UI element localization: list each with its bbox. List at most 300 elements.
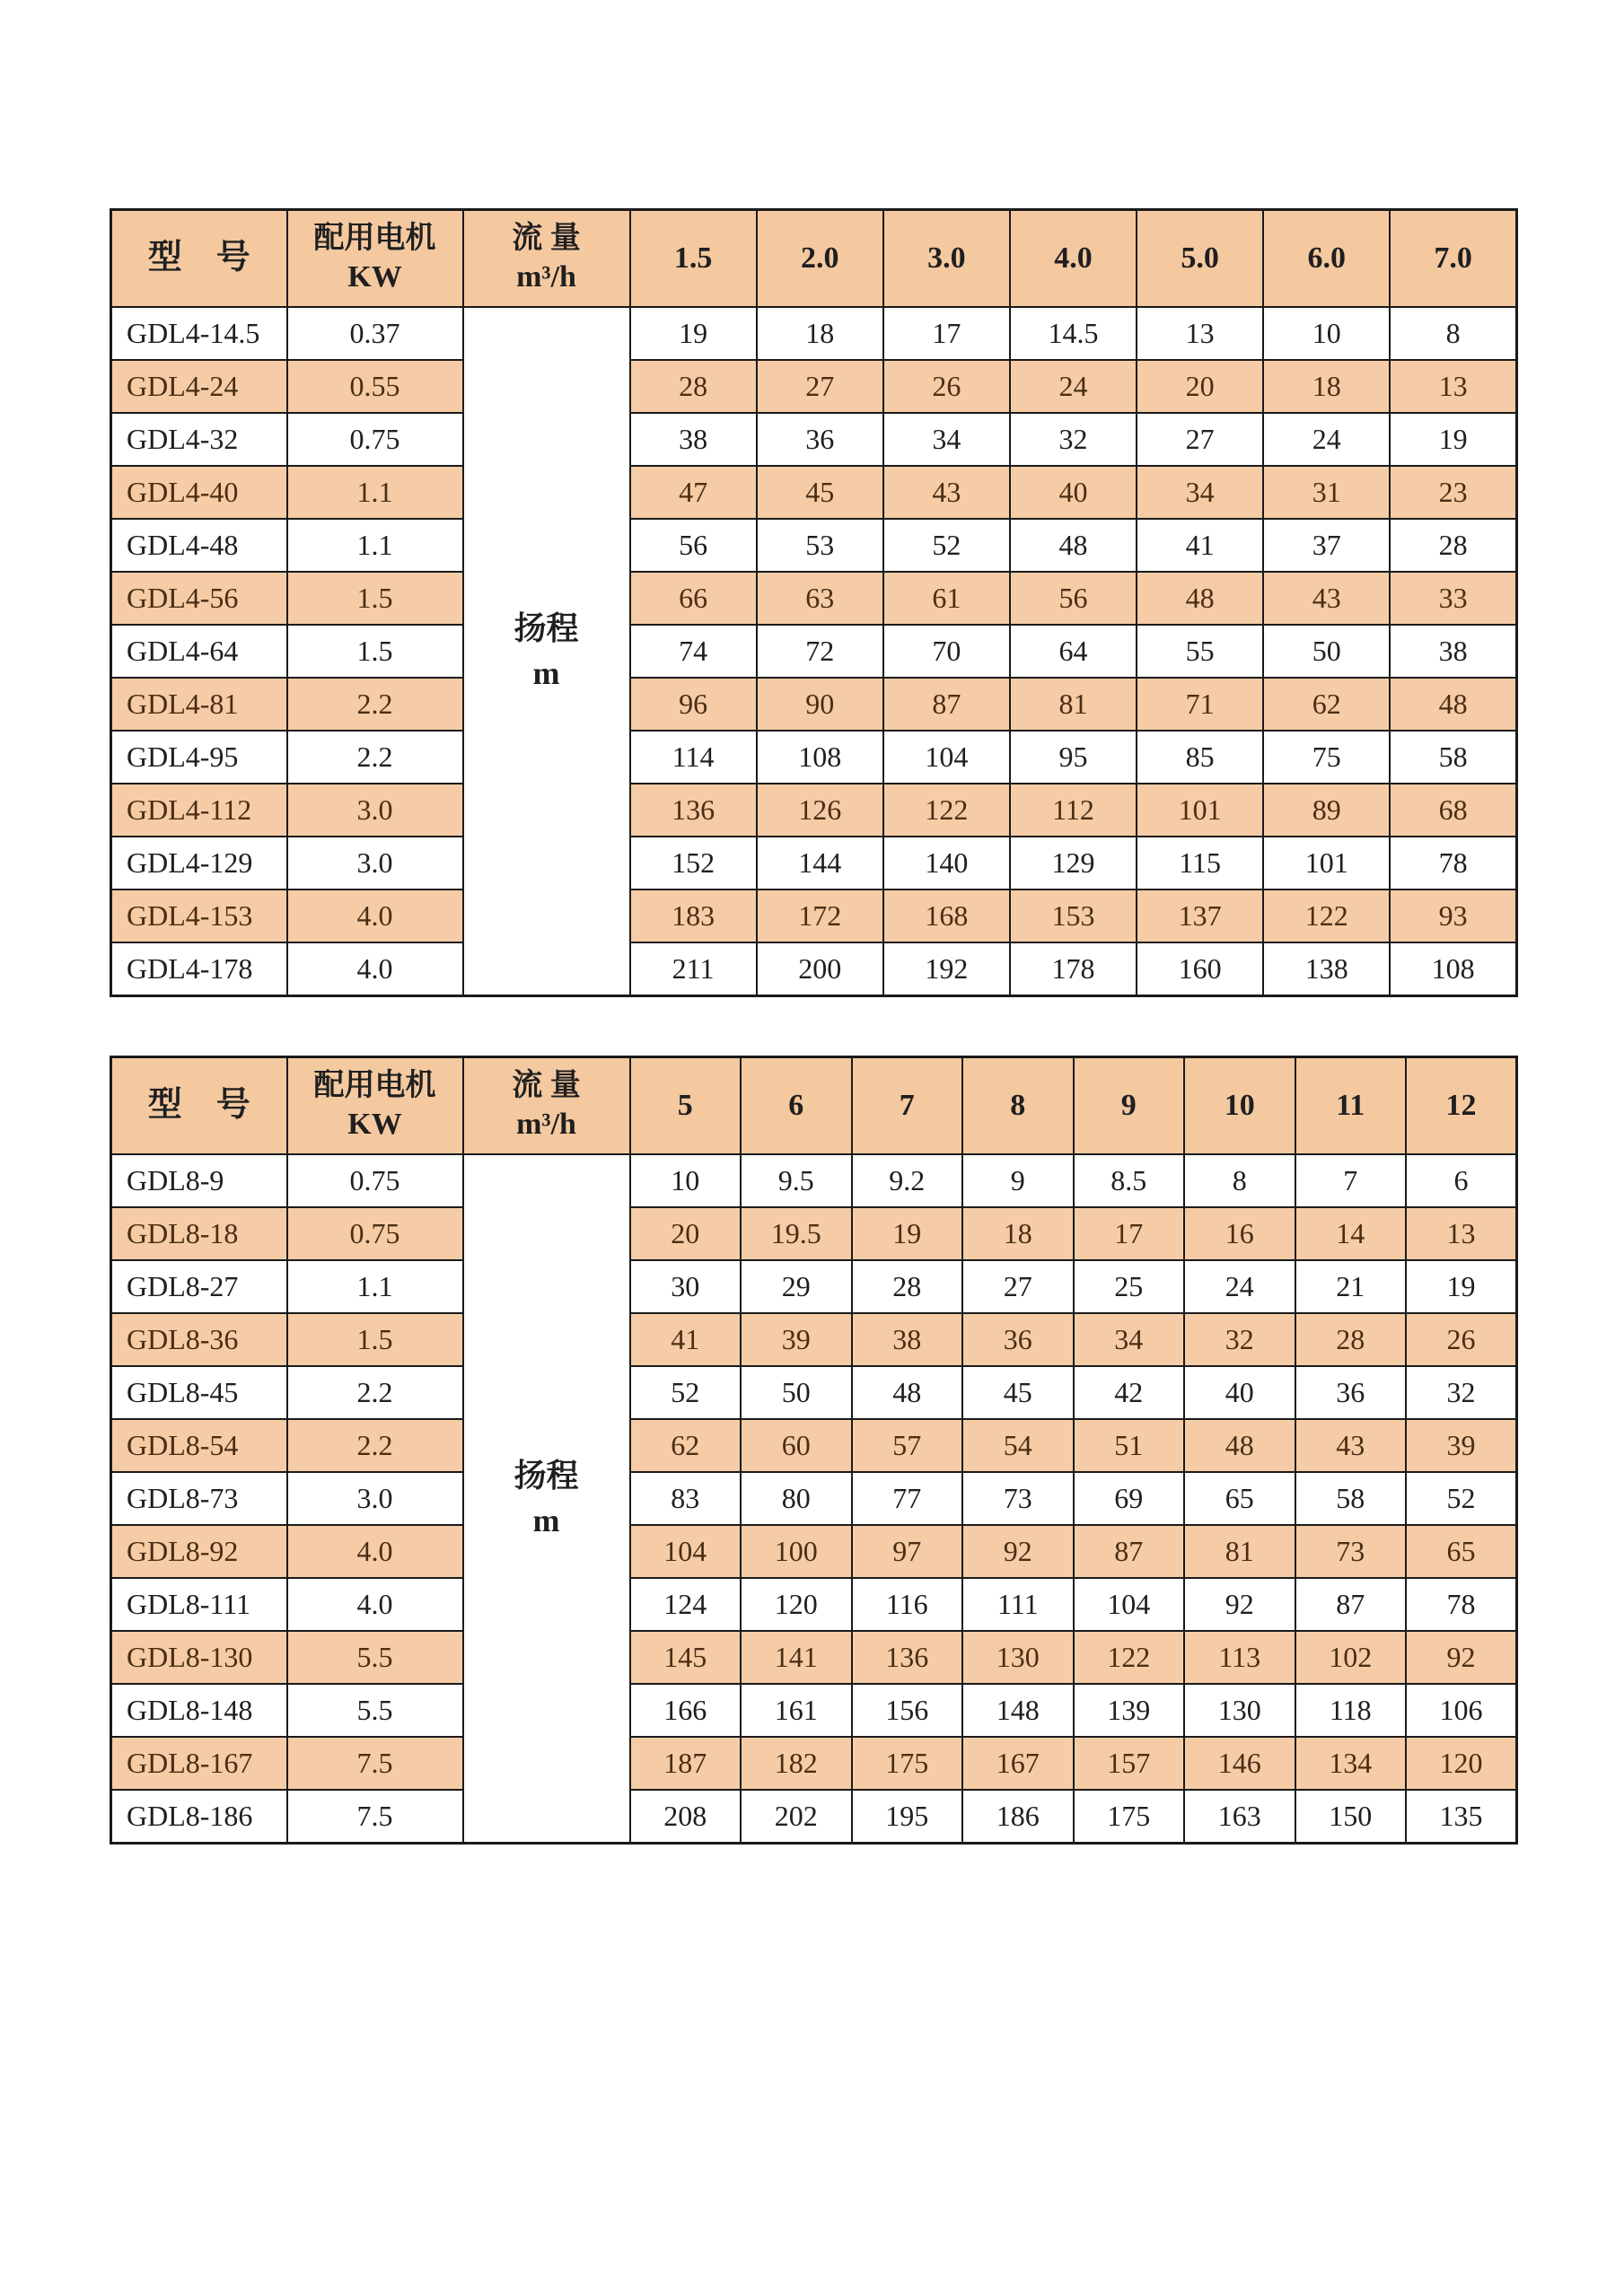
head-value-cell: 161 <box>741 1684 852 1737</box>
head-value-cell: 167 <box>962 1737 1074 1790</box>
head-value-cell: 52 <box>883 519 1010 572</box>
head-value-cell: 104 <box>630 1525 742 1578</box>
table-row <box>111 307 1517 360</box>
head-value-cell: 8 <box>1390 307 1516 360</box>
head-value-cell: 10 <box>630 1154 742 1207</box>
model-cell: GDL8-18 <box>111 1207 287 1260</box>
motor-kw-cell: 0.75 <box>287 413 463 466</box>
head-value-cell: 62 <box>630 1419 742 1472</box>
table-row <box>111 1472 1517 1525</box>
head-value-cell: 48 <box>1184 1419 1295 1472</box>
model-cell: GDL8-27 <box>111 1260 287 1313</box>
head-value-cell: 48 <box>1137 572 1263 625</box>
head-value-cell: 156 <box>852 1684 963 1737</box>
head-value-cell: 74 <box>630 625 757 678</box>
head-value-cell: 136 <box>630 784 757 837</box>
head-value-cell: 195 <box>852 1790 963 1844</box>
model-cell: GDL4-48 <box>111 519 287 572</box>
table-row <box>111 519 1517 572</box>
model-cell: GDL4-81 <box>111 678 287 731</box>
head-value-cell: 56 <box>630 519 757 572</box>
head-value-cell: 55 <box>1137 625 1263 678</box>
head-value-cell: 75 <box>1263 731 1390 784</box>
head-value-cell: 130 <box>1184 1684 1295 1737</box>
head-value-cell: 68 <box>1390 784 1516 837</box>
motor-kw-cell: 1.1 <box>287 1260 463 1313</box>
motor-power-column-header: 配用电机 KW <box>287 210 463 307</box>
head-value-cell: 64 <box>1010 625 1137 678</box>
head-value-cell: 108 <box>1390 942 1516 996</box>
motor-kw-cell: 0.37 <box>287 307 463 360</box>
head-value-cell: 50 <box>1263 625 1390 678</box>
table-row <box>111 1366 1517 1419</box>
head-value-cell: 192 <box>883 942 1010 996</box>
model-cell: GDL8-73 <box>111 1472 287 1525</box>
head-value-cell: 95 <box>1010 731 1137 784</box>
motor-kw-cell: 0.75 <box>287 1207 463 1260</box>
head-value-cell: 145 <box>630 1631 742 1684</box>
head-value-cell: 72 <box>757 625 883 678</box>
head-value-cell: 47 <box>630 466 757 519</box>
table-row <box>111 1631 1517 1684</box>
head-value-cell: 90 <box>757 678 883 731</box>
model-cell: GDL8-111 <box>111 1578 287 1631</box>
head-value-cell: 129 <box>1010 837 1137 889</box>
motor-kw-cell: 0.55 <box>287 360 463 413</box>
table-row <box>111 1578 1517 1631</box>
head-value-cell: 26 <box>883 360 1010 413</box>
head-value-cell: 186 <box>962 1790 1074 1844</box>
head-value-cell: 14.5 <box>1010 307 1137 360</box>
head-value-cell: 37 <box>1263 519 1390 572</box>
table-row <box>111 466 1517 519</box>
head-value-cell: 36 <box>757 413 883 466</box>
head-value-cell: 45 <box>757 466 883 519</box>
head-value-cell: 58 <box>1390 731 1516 784</box>
model-cell: GDL8-54 <box>111 1419 287 1472</box>
head-value-cell: 9 <box>962 1154 1074 1207</box>
head-value-cell: 87 <box>883 678 1010 731</box>
head-value-cell: 57 <box>852 1419 963 1472</box>
head-value-cell: 32 <box>1010 413 1137 466</box>
head-value-cell: 52 <box>1406 1472 1517 1525</box>
head-value-cell: 61 <box>883 572 1010 625</box>
head-value-cell: 26 <box>1406 1313 1517 1366</box>
head-value-cell: 38 <box>1390 625 1516 678</box>
head-value-cell: 39 <box>1406 1419 1517 1472</box>
motor-kw-cell: 4.0 <box>287 889 463 942</box>
flow-value-column-header: 12 <box>1406 1057 1517 1154</box>
head-value-cell: 18 <box>1263 360 1390 413</box>
head-value-cell: 9.5 <box>741 1154 852 1207</box>
head-value-cell: 50 <box>741 1366 852 1419</box>
head-value-cell: 18 <box>962 1207 1074 1260</box>
head-value-cell: 13 <box>1137 307 1263 360</box>
flow-value-column-header: 3.0 <box>883 210 1010 307</box>
head-value-cell: 104 <box>1074 1578 1185 1631</box>
head-value-cell: 28 <box>852 1260 963 1313</box>
model-cell: GDL8-45 <box>111 1366 287 1419</box>
head-value-cell: 32 <box>1406 1366 1517 1419</box>
head-value-cell: 48 <box>1010 519 1137 572</box>
head-value-cell: 10 <box>1263 307 1390 360</box>
head-value-cell: 9.2 <box>852 1154 963 1207</box>
head-value-cell: 58 <box>1295 1472 1407 1525</box>
table-row <box>111 413 1517 466</box>
head-value-cell: 115 <box>1137 837 1263 889</box>
head-value-cell: 13 <box>1390 360 1516 413</box>
table-row <box>111 784 1517 837</box>
head-value-cell: 134 <box>1295 1737 1407 1790</box>
head-value-cell: 32 <box>1184 1313 1295 1366</box>
model-cell: GDL4-64 <box>111 625 287 678</box>
model-column-header: 型 号 <box>111 210 287 307</box>
head-value-cell: 178 <box>1010 942 1137 996</box>
motor-kw-cell: 7.5 <box>287 1737 463 1790</box>
head-value-cell: 30 <box>630 1260 742 1313</box>
model-cell: GDL8-9 <box>111 1154 287 1207</box>
head-value-cell: 135 <box>1406 1790 1517 1844</box>
head-value-cell: 19 <box>852 1207 963 1260</box>
head-value-cell: 6 <box>1406 1154 1517 1207</box>
head-value-cell: 87 <box>1295 1578 1407 1631</box>
flow-value-column-header: 7 <box>852 1057 963 1154</box>
table-row <box>111 1207 1517 1260</box>
lift-head-merged-cell: 扬程 m <box>463 1154 630 1844</box>
head-value-cell: 48 <box>852 1366 963 1419</box>
flow-rate-column-header: 流 量 m³/h <box>463 210 630 307</box>
table-row <box>111 1419 1517 1472</box>
head-value-cell: 146 <box>1184 1737 1295 1790</box>
head-value-cell: 83 <box>630 1472 742 1525</box>
head-value-cell: 126 <box>757 784 883 837</box>
model-cell: GDL4-95 <box>111 731 287 784</box>
model-cell: GDL8-167 <box>111 1737 287 1790</box>
head-value-cell: 113 <box>1184 1631 1295 1684</box>
head-value-cell: 20 <box>1137 360 1263 413</box>
head-value-cell: 187 <box>630 1737 742 1790</box>
head-value-cell: 144 <box>757 837 883 889</box>
head-value-cell: 73 <box>1295 1525 1407 1578</box>
head-value-cell: 43 <box>1295 1419 1407 1472</box>
head-value-cell: 19 <box>630 307 757 360</box>
table-row <box>111 1525 1517 1578</box>
head-value-cell: 34 <box>883 413 1010 466</box>
head-value-cell: 182 <box>741 1737 852 1790</box>
head-value-cell: 48 <box>1390 678 1516 731</box>
head-value-cell: 122 <box>1074 1631 1185 1684</box>
table-row <box>111 1313 1517 1366</box>
head-value-cell: 112 <box>1010 784 1137 837</box>
head-value-cell: 87 <box>1074 1525 1185 1578</box>
flow-value-column-header: 10 <box>1184 1057 1295 1154</box>
head-value-cell: 33 <box>1390 572 1516 625</box>
head-value-cell: 17 <box>883 307 1010 360</box>
head-value-cell: 150 <box>1295 1790 1407 1844</box>
head-value-cell: 81 <box>1010 678 1137 731</box>
head-value-cell: 137 <box>1137 889 1263 942</box>
head-value-cell: 71 <box>1137 678 1263 731</box>
table-row <box>111 731 1517 784</box>
head-value-cell: 43 <box>1263 572 1390 625</box>
motor-kw-cell: 0.75 <box>287 1154 463 1207</box>
head-value-cell: 40 <box>1010 466 1137 519</box>
table-row <box>111 837 1517 889</box>
head-value-cell: 60 <box>741 1419 852 1472</box>
table-row <box>111 942 1517 996</box>
motor-kw-cell: 1.5 <box>287 1313 463 1366</box>
pump-spec-table-gdl8 <box>110 1056 1518 1845</box>
flow-value-column-header: 6.0 <box>1263 210 1390 307</box>
head-value-cell: 108 <box>757 731 883 784</box>
head-value-cell: 208 <box>630 1790 742 1844</box>
head-value-cell: 27 <box>962 1260 1074 1313</box>
model-cell: GDL4-14.5 <box>111 307 287 360</box>
head-value-cell: 24 <box>1010 360 1137 413</box>
head-value-cell: 38 <box>852 1313 963 1366</box>
motor-kw-cell: 3.0 <box>287 784 463 837</box>
head-value-cell: 111 <box>962 1578 1074 1631</box>
head-value-cell: 153 <box>1010 889 1137 942</box>
head-value-cell: 45 <box>962 1366 1074 1419</box>
model-cell: GDL4-129 <box>111 837 287 889</box>
table-row <box>111 1684 1517 1737</box>
head-value-cell: 7 <box>1295 1154 1407 1207</box>
head-value-cell: 139 <box>1074 1684 1185 1737</box>
flow-rate-column-header: 流 量 m³/h <box>463 1057 630 1154</box>
table-header-row <box>111 210 1517 307</box>
head-value-cell: 42 <box>1074 1366 1185 1419</box>
head-value-cell: 66 <box>630 572 757 625</box>
model-cell: GDL4-32 <box>111 413 287 466</box>
head-value-cell: 166 <box>630 1684 742 1737</box>
motor-kw-cell: 5.5 <box>287 1684 463 1737</box>
flow-value-column-header: 7.0 <box>1390 210 1516 307</box>
pump-spec-table-gdl4 <box>110 208 1518 997</box>
head-value-cell: 52 <box>630 1366 742 1419</box>
head-value-cell: 24 <box>1184 1260 1295 1313</box>
head-value-cell: 172 <box>757 889 883 942</box>
head-value-cell: 54 <box>962 1419 1074 1472</box>
head-value-cell: 141 <box>741 1631 852 1684</box>
head-value-cell: 106 <box>1406 1684 1517 1737</box>
head-value-cell: 138 <box>1263 942 1390 996</box>
motor-kw-cell: 1.1 <box>287 519 463 572</box>
head-value-cell: 65 <box>1184 1472 1295 1525</box>
motor-kw-cell: 4.0 <box>287 1525 463 1578</box>
table-row <box>111 360 1517 413</box>
head-value-cell: 78 <box>1406 1578 1517 1631</box>
head-value-cell: 92 <box>1184 1578 1295 1631</box>
flow-value-column-header: 9 <box>1074 1057 1185 1154</box>
head-value-cell: 28 <box>1390 519 1516 572</box>
head-value-cell: 41 <box>1137 519 1263 572</box>
head-value-cell: 77 <box>852 1472 963 1525</box>
head-value-cell: 36 <box>1295 1366 1407 1419</box>
head-value-cell: 175 <box>852 1737 963 1790</box>
motor-kw-cell: 1.5 <box>287 572 463 625</box>
head-value-cell: 148 <box>962 1684 1074 1737</box>
motor-kw-cell: 4.0 <box>287 1578 463 1631</box>
head-value-cell: 53 <box>757 519 883 572</box>
head-value-cell: 34 <box>1137 466 1263 519</box>
head-value-cell: 43 <box>883 466 1010 519</box>
head-value-cell: 200 <box>757 942 883 996</box>
head-value-cell: 122 <box>883 784 1010 837</box>
motor-kw-cell: 3.0 <box>287 1472 463 1525</box>
flow-value-column-header: 1.5 <box>630 210 757 307</box>
motor-kw-cell: 5.5 <box>287 1631 463 1684</box>
model-cell: GDL4-56 <box>111 572 287 625</box>
head-value-cell: 116 <box>852 1578 963 1631</box>
flow-value-column-header: 5.0 <box>1137 210 1263 307</box>
head-value-cell: 34 <box>1074 1313 1185 1366</box>
head-value-cell: 25 <box>1074 1260 1185 1313</box>
head-value-cell: 18 <box>757 307 883 360</box>
head-value-cell: 31 <box>1263 466 1390 519</box>
model-cell: GDL8-92 <box>111 1525 287 1578</box>
lift-head-merged-cell: 扬程 m <box>463 307 630 996</box>
head-value-cell: 100 <box>741 1525 852 1578</box>
table-row <box>111 1737 1517 1790</box>
table-row <box>111 1154 1517 1207</box>
head-value-cell: 114 <box>630 731 757 784</box>
head-value-cell: 39 <box>741 1313 852 1366</box>
head-value-cell: 96 <box>630 678 757 731</box>
table-row <box>111 625 1517 678</box>
head-value-cell: 69 <box>1074 1472 1185 1525</box>
table-row <box>111 572 1517 625</box>
head-value-cell: 70 <box>883 625 1010 678</box>
model-column-header: 型 号 <box>111 1057 287 1154</box>
head-value-cell: 157 <box>1074 1737 1185 1790</box>
head-value-cell: 102 <box>1295 1631 1407 1684</box>
head-value-cell: 168 <box>883 889 1010 942</box>
model-cell: GDL4-40 <box>111 466 287 519</box>
head-value-cell: 28 <box>1295 1313 1407 1366</box>
table-header-row <box>111 1057 1517 1154</box>
head-value-cell: 14 <box>1295 1207 1407 1260</box>
motor-kw-cell: 2.2 <box>287 731 463 784</box>
motor-kw-cell: 1.1 <box>287 466 463 519</box>
motor-kw-cell: 2.2 <box>287 1419 463 1472</box>
head-value-cell: 120 <box>1406 1737 1517 1790</box>
table-row <box>111 678 1517 731</box>
head-value-cell: 78 <box>1390 837 1516 889</box>
head-value-cell: 211 <box>630 942 757 996</box>
head-value-cell: 8.5 <box>1074 1154 1185 1207</box>
head-value-cell: 136 <box>852 1631 963 1684</box>
head-value-cell: 122 <box>1263 889 1390 942</box>
head-value-cell: 27 <box>1137 413 1263 466</box>
model-cell: GDL8-130 <box>111 1631 287 1684</box>
table-row <box>111 889 1517 942</box>
head-value-cell: 29 <box>741 1260 852 1313</box>
head-value-cell: 124 <box>630 1578 742 1631</box>
head-value-cell: 81 <box>1184 1525 1295 1578</box>
table-row <box>111 1790 1517 1844</box>
motor-power-column-header: 配用电机 KW <box>287 1057 463 1154</box>
head-value-cell: 183 <box>630 889 757 942</box>
head-value-cell: 51 <box>1074 1419 1185 1472</box>
head-value-cell: 17 <box>1074 1207 1185 1260</box>
head-value-cell: 140 <box>883 837 1010 889</box>
head-value-cell: 89 <box>1263 784 1390 837</box>
head-value-cell: 40 <box>1184 1366 1295 1419</box>
head-value-cell: 130 <box>962 1631 1074 1684</box>
motor-kw-cell: 1.5 <box>287 625 463 678</box>
head-value-cell: 163 <box>1184 1790 1295 1844</box>
head-value-cell: 175 <box>1074 1790 1185 1844</box>
flow-value-column-header: 8 <box>962 1057 1074 1154</box>
head-value-cell: 8 <box>1184 1154 1295 1207</box>
model-cell: GDL8-186 <box>111 1790 287 1844</box>
head-value-cell: 202 <box>741 1790 852 1844</box>
motor-kw-cell: 7.5 <box>287 1790 463 1844</box>
head-value-cell: 73 <box>962 1472 1074 1525</box>
model-cell: GDL8-36 <box>111 1313 287 1366</box>
head-value-cell: 41 <box>630 1313 742 1366</box>
head-value-cell: 13 <box>1406 1207 1517 1260</box>
head-value-cell: 101 <box>1263 837 1390 889</box>
model-cell: GDL4-178 <box>111 942 287 996</box>
head-value-cell: 23 <box>1390 466 1516 519</box>
head-value-cell: 24 <box>1263 413 1390 466</box>
head-value-cell: 38 <box>630 413 757 466</box>
head-value-cell: 85 <box>1137 731 1263 784</box>
model-cell: GDL8-148 <box>111 1684 287 1737</box>
head-value-cell: 62 <box>1263 678 1390 731</box>
model-cell: GDL4-112 <box>111 784 287 837</box>
head-value-cell: 16 <box>1184 1207 1295 1260</box>
head-value-cell: 118 <box>1295 1684 1407 1737</box>
table-row <box>111 1260 1517 1313</box>
head-value-cell: 36 <box>962 1313 1074 1366</box>
head-value-cell: 92 <box>1406 1631 1517 1684</box>
motor-kw-cell: 2.2 <box>287 1366 463 1419</box>
motor-kw-cell: 3.0 <box>287 837 463 889</box>
head-value-cell: 93 <box>1390 889 1516 942</box>
motor-kw-cell: 4.0 <box>287 942 463 996</box>
flow-value-column-header: 5 <box>630 1057 742 1154</box>
model-cell: GDL4-24 <box>111 360 287 413</box>
head-value-cell: 19 <box>1390 413 1516 466</box>
flow-value-column-header: 4.0 <box>1010 210 1137 307</box>
head-value-cell: 63 <box>757 572 883 625</box>
head-value-cell: 65 <box>1406 1525 1517 1578</box>
head-value-cell: 104 <box>883 731 1010 784</box>
head-value-cell: 80 <box>741 1472 852 1525</box>
head-value-cell: 92 <box>962 1525 1074 1578</box>
flow-value-column-header: 2.0 <box>757 210 883 307</box>
head-value-cell: 152 <box>630 837 757 889</box>
head-value-cell: 21 <box>1295 1260 1407 1313</box>
head-value-cell: 19 <box>1406 1260 1517 1313</box>
head-value-cell: 101 <box>1137 784 1263 837</box>
head-value-cell: 19.5 <box>741 1207 852 1260</box>
head-value-cell: 160 <box>1137 942 1263 996</box>
head-value-cell: 56 <box>1010 572 1137 625</box>
head-value-cell: 97 <box>852 1525 963 1578</box>
head-value-cell: 28 <box>630 360 757 413</box>
flow-value-column-header: 6 <box>741 1057 852 1154</box>
head-value-cell: 20 <box>630 1207 742 1260</box>
motor-kw-cell: 2.2 <box>287 678 463 731</box>
head-value-cell: 27 <box>757 360 883 413</box>
flow-value-column-header: 11 <box>1295 1057 1407 1154</box>
head-value-cell: 120 <box>741 1578 852 1631</box>
model-cell: GDL4-153 <box>111 889 287 942</box>
